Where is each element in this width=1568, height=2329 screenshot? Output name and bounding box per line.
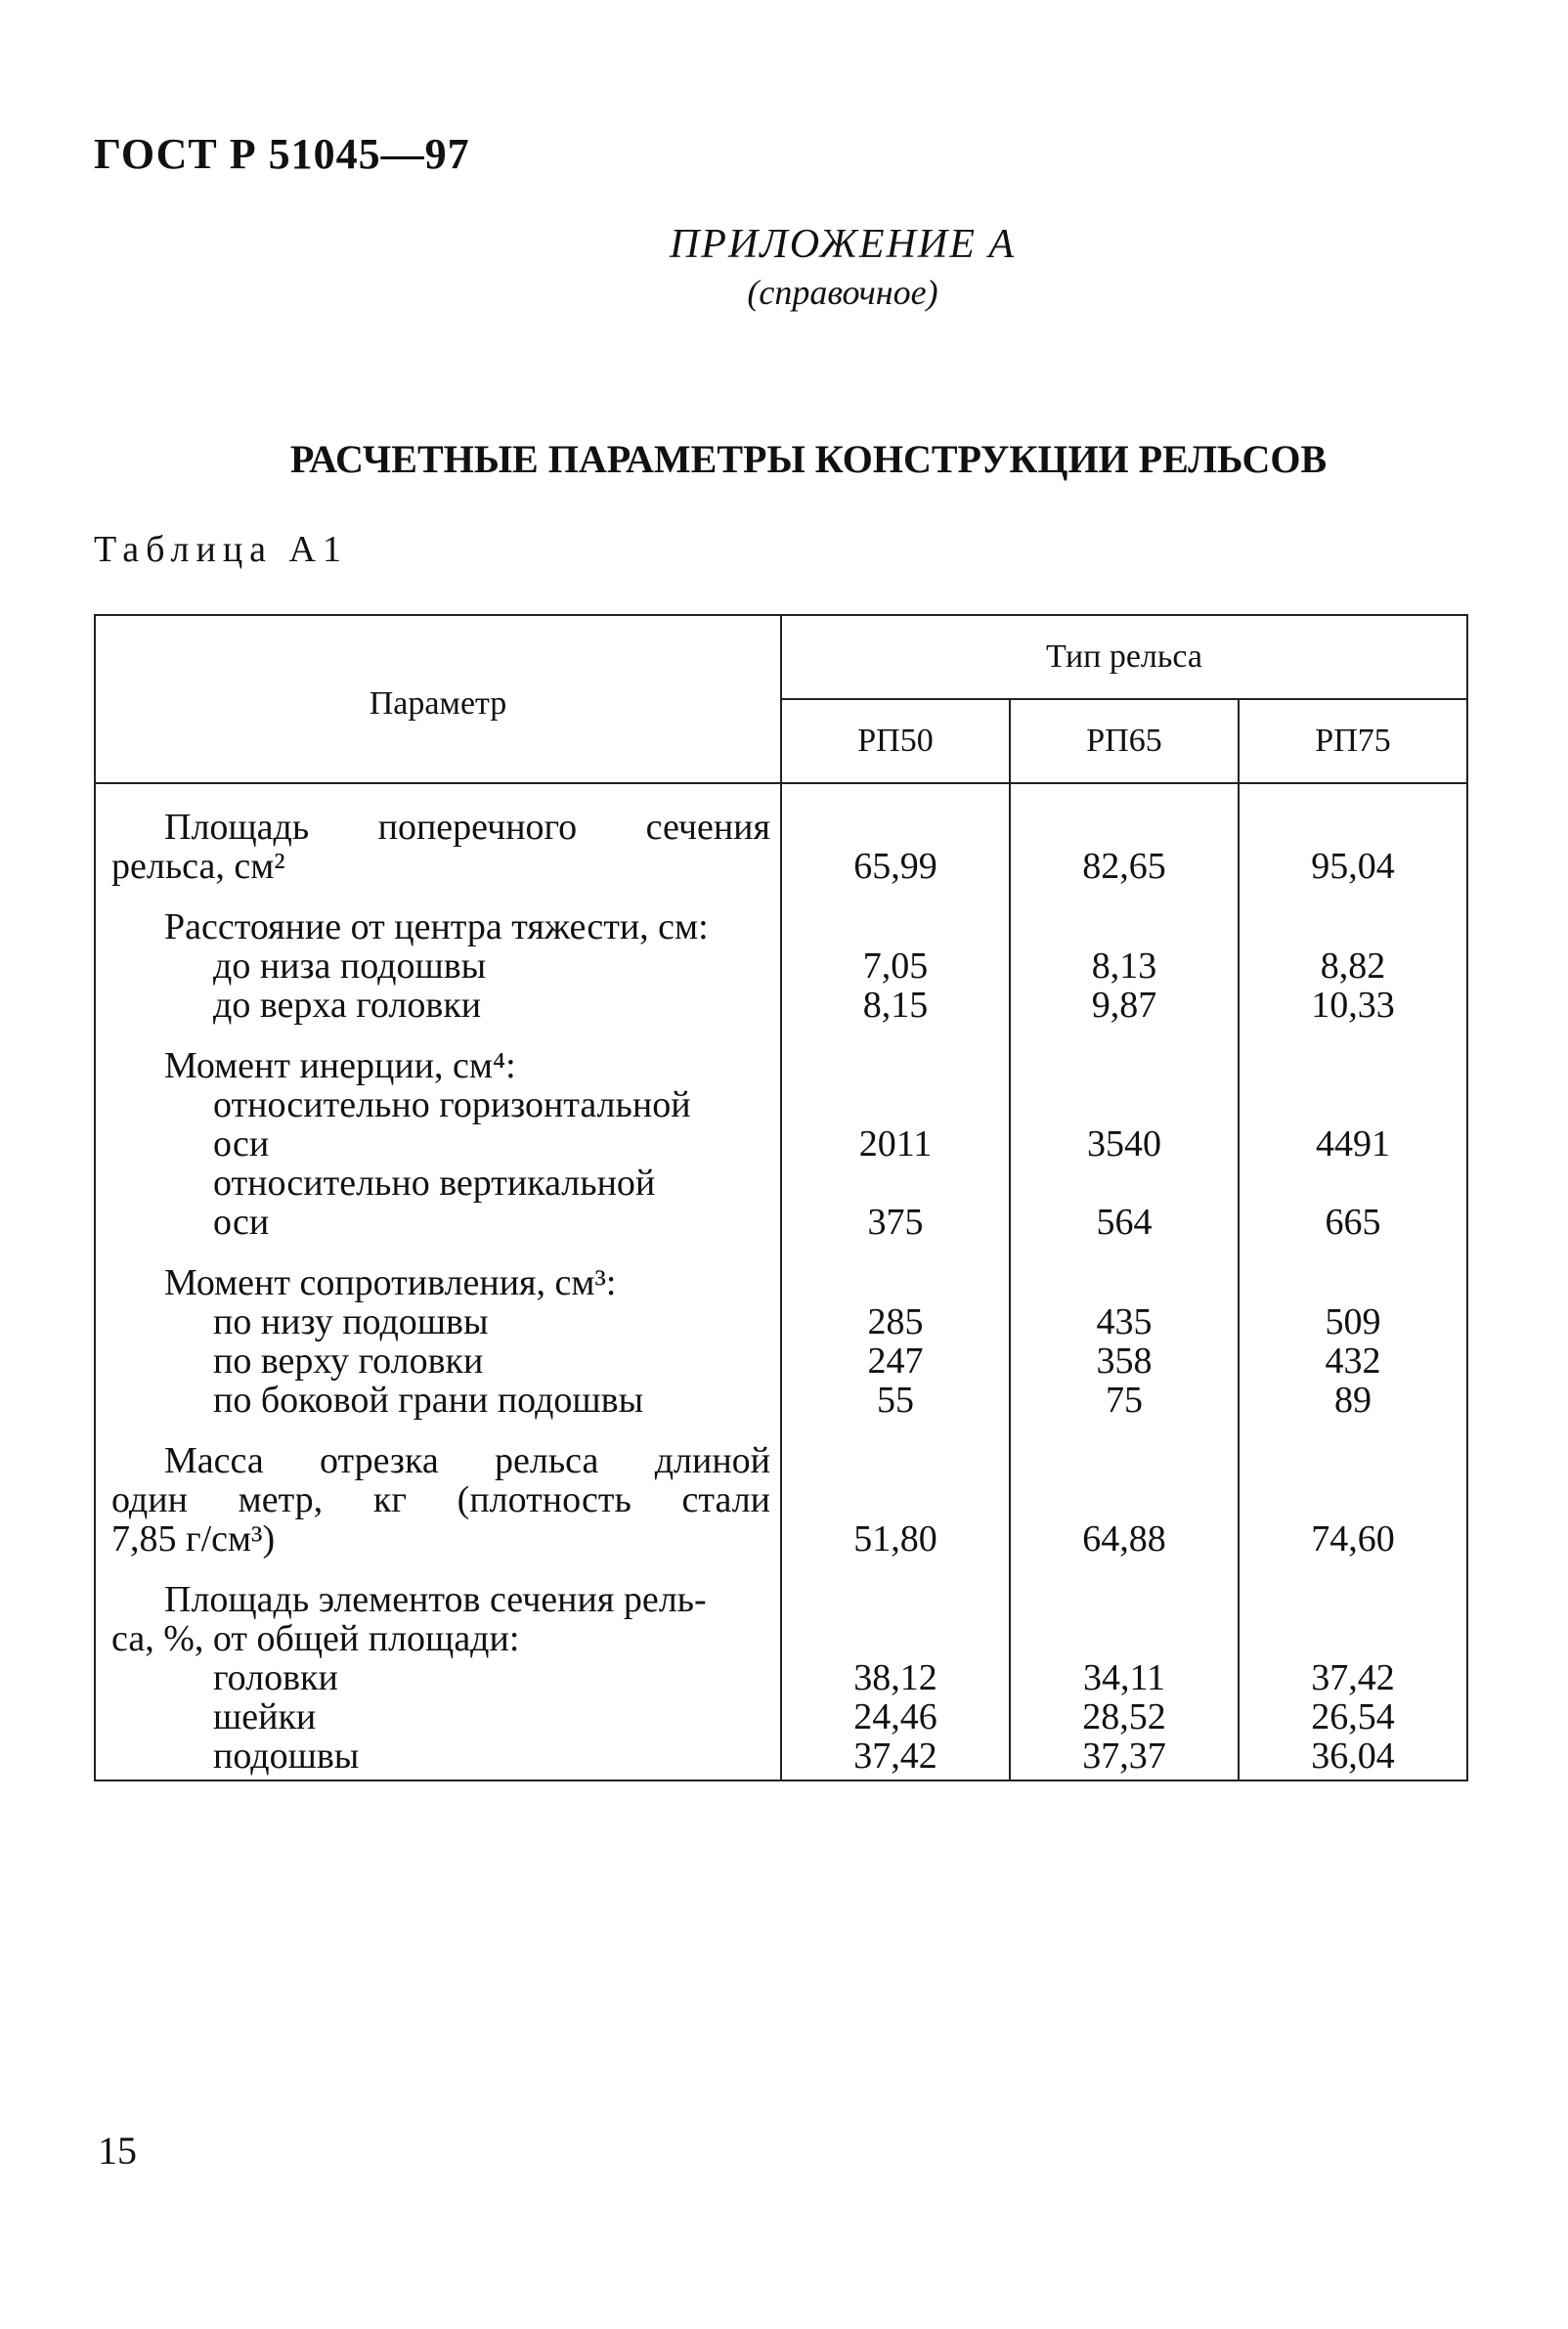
- table-cell-value: [1011, 1046, 1238, 1085]
- column-header-parameter: Параметр: [95, 615, 781, 783]
- table-cell-value: [1240, 1580, 1466, 1619]
- table-caption: Таблица А1: [94, 529, 348, 570]
- value-group: [1240, 808, 1466, 886]
- table-cell-value: 95,04: [1311, 846, 1395, 887]
- table-cell-value: 4491: [1316, 1123, 1391, 1164]
- value-group: [1240, 1046, 1466, 1242]
- value-group: [1240, 1263, 1466, 1420]
- table-cell-value: [1011, 1580, 1238, 1619]
- table-cell-value: 7,05: [862, 945, 929, 987]
- value-group: [1011, 907, 1238, 1025]
- table-cell-value: 82,65: [1082, 846, 1166, 887]
- parameter-label: са, %, от общей площади:: [111, 1618, 520, 1659]
- parameter-group: [111, 1441, 770, 1559]
- parameter-label: до низа подошвы: [213, 945, 487, 987]
- table-cell-value: [1011, 1263, 1238, 1302]
- table-cell-value: [1011, 1619, 1238, 1658]
- value-group: [782, 1580, 1009, 1776]
- table-cell-value: [782, 1619, 1009, 1658]
- table-cell-value: 51,80: [853, 1518, 937, 1560]
- document-title: РАСЧЕТНЫЕ ПАРАМЕТРЫ КОНСТРУКЦИИ РЕЛЬСОВ: [289, 437, 1328, 481]
- table-cell-value: 8,15: [862, 985, 929, 1026]
- table-cell-value: 37,42: [1311, 1657, 1395, 1698]
- table-cell-value: [1240, 907, 1466, 946]
- table-cell-value: 435: [1096, 1301, 1153, 1342]
- table-cell-value: 358: [1096, 1340, 1153, 1382]
- value-group: [1240, 1580, 1466, 1776]
- parameter-group: [111, 1046, 770, 1242]
- table-cell-value: [782, 1085, 1009, 1124]
- table-cell-value: 9,87: [1091, 985, 1157, 1026]
- table-cell-value: [782, 1263, 1009, 1302]
- table-cell-value: [1011, 1441, 1238, 1480]
- appendix-subtitle: (справочное): [747, 273, 938, 312]
- table-cell-value: 34,11: [1082, 1657, 1166, 1698]
- table-cell-value: [782, 1164, 1009, 1203]
- table-cell-value: 75: [1106, 1380, 1143, 1421]
- table-cell-value: [782, 1580, 1009, 1619]
- parameter-label: Момент сопротивления, см³:: [164, 1262, 617, 1303]
- parameter-label: Площадь поперечного сечения: [164, 807, 770, 848]
- parameter-label: по низу подошвы: [213, 1301, 489, 1342]
- table-cell-value: [1011, 907, 1238, 946]
- table-row: [95, 783, 1467, 1780]
- parameter-label: рельса, см²: [111, 846, 285, 887]
- parameter-label: головки: [213, 1657, 338, 1698]
- parameter-group: [111, 907, 770, 1025]
- table-cell-value: [1011, 808, 1238, 847]
- table-cell-value: [1240, 1085, 1466, 1124]
- column-header-rail-type: Тип рельса: [781, 615, 1467, 699]
- parameter-label: Масса отрезка рельса длиной: [164, 1440, 770, 1481]
- table-cell-value: [1240, 1263, 1466, 1302]
- value-group: [1011, 1441, 1238, 1559]
- parameter-label: по боковой грани подошвы: [213, 1380, 644, 1421]
- table-cell-value: [782, 907, 1009, 946]
- table-cell-value: [1240, 1046, 1466, 1085]
- table-cell-value: 37,37: [1082, 1736, 1166, 1777]
- table-cell-value: 36,04: [1311, 1736, 1395, 1777]
- table-cell-value: 509: [1325, 1301, 1381, 1342]
- value-group: [782, 1046, 1009, 1242]
- rp75-column: [1239, 783, 1467, 1780]
- value-group: [782, 808, 1009, 886]
- value-group: [1011, 1580, 1238, 1776]
- column-header-rp75: РП75: [1239, 699, 1467, 783]
- table-cell-value: 28,52: [1082, 1696, 1166, 1737]
- table-cell-value: 26,54: [1311, 1696, 1395, 1737]
- parameter-label: шейки: [213, 1696, 317, 1737]
- parameter-group: [111, 1580, 770, 1776]
- column-header-rp65: РП65: [1010, 699, 1239, 783]
- parameter-label: Площадь элементов сечения рель-: [164, 1579, 707, 1620]
- parameter-label: оси: [213, 1123, 270, 1164]
- table-cell-value: 64,88: [1082, 1518, 1166, 1560]
- table-cell-value: 8,82: [1320, 945, 1386, 987]
- parameter-label: один метр, кг (плотность стали: [111, 1479, 770, 1520]
- table-cell-value: 10,33: [1311, 985, 1395, 1026]
- table-cell-value: 247: [867, 1340, 924, 1382]
- parameter-group: [111, 1263, 770, 1420]
- column-header-rp50: РП50: [781, 699, 1010, 783]
- page-number: 15: [98, 2129, 137, 2173]
- table-cell-value: 564: [1096, 1202, 1153, 1243]
- table-cell-value: [1240, 1619, 1466, 1658]
- table-cell-value: [1011, 1164, 1238, 1203]
- document-code: ГОСТ Р 51045—97: [94, 130, 470, 178]
- parameter-group: [111, 808, 770, 886]
- table-cell-value: 432: [1325, 1340, 1381, 1382]
- table-cell-value: 2011: [858, 1123, 933, 1164]
- parameter-label: оси: [213, 1202, 270, 1243]
- appendix-title: ПРИЛОЖЕНИЕ А: [669, 222, 1017, 267]
- parameter-column: [95, 783, 781, 1780]
- rail-parameters-table: [94, 614, 1468, 1781]
- table-cell-value: [782, 808, 1009, 847]
- table-cell-value: 3540: [1087, 1123, 1161, 1164]
- table-cell-value: [1240, 808, 1466, 847]
- parameter-label: до верха головки: [213, 985, 482, 1026]
- table-cell-value: 74,60: [1311, 1518, 1395, 1560]
- table-body: [95, 783, 1467, 1780]
- table-cell-value: 89: [1334, 1380, 1372, 1421]
- table-cell-value: 38,12: [853, 1657, 937, 1698]
- table-cell-value: 285: [867, 1301, 924, 1342]
- parameter-label: 7,85 г/см³): [111, 1518, 276, 1560]
- table-cell-value: [1240, 1441, 1466, 1480]
- table-cell-value: [782, 1441, 1009, 1480]
- table-cell-value: 8,13: [1091, 945, 1157, 987]
- value-group: [1240, 1441, 1466, 1559]
- value-group: [782, 907, 1009, 1025]
- rp65-column: [1010, 783, 1239, 1780]
- value-group: [1011, 1046, 1238, 1242]
- parameter-label: относительно вертикальной: [213, 1163, 656, 1204]
- value-group: [1011, 1263, 1238, 1420]
- table-cell-value: 24,46: [853, 1696, 937, 1737]
- table-cell-value: [782, 1480, 1009, 1519]
- value-group: [782, 1263, 1009, 1420]
- value-group: [782, 1441, 1009, 1559]
- table-cell-value: 65,99: [853, 846, 937, 887]
- table-cell-value: [1240, 1164, 1466, 1203]
- table-cell-value: 55: [877, 1380, 914, 1421]
- table-cell-value: [1011, 1085, 1238, 1124]
- table-cell-value: [782, 1046, 1009, 1085]
- table-cell-value: 375: [867, 1202, 924, 1243]
- table-cell-value: [1240, 1480, 1466, 1519]
- table-cell-value: [1011, 1480, 1238, 1519]
- table-cell-value: 37,42: [853, 1736, 937, 1777]
- table-cell-value: 665: [1325, 1202, 1381, 1243]
- parameter-label: относительно горизонтальной: [213, 1084, 691, 1125]
- value-group: [1011, 808, 1238, 886]
- value-group: [1240, 907, 1466, 1025]
- parameter-label: подошвы: [213, 1736, 360, 1777]
- rp50-column: [781, 783, 1010, 1780]
- parameter-label: Момент инерции, см⁴:: [164, 1045, 516, 1086]
- parameter-label: по верху головки: [213, 1340, 484, 1382]
- parameter-label: Расстояние от центра тяжести, см:: [164, 906, 709, 947]
